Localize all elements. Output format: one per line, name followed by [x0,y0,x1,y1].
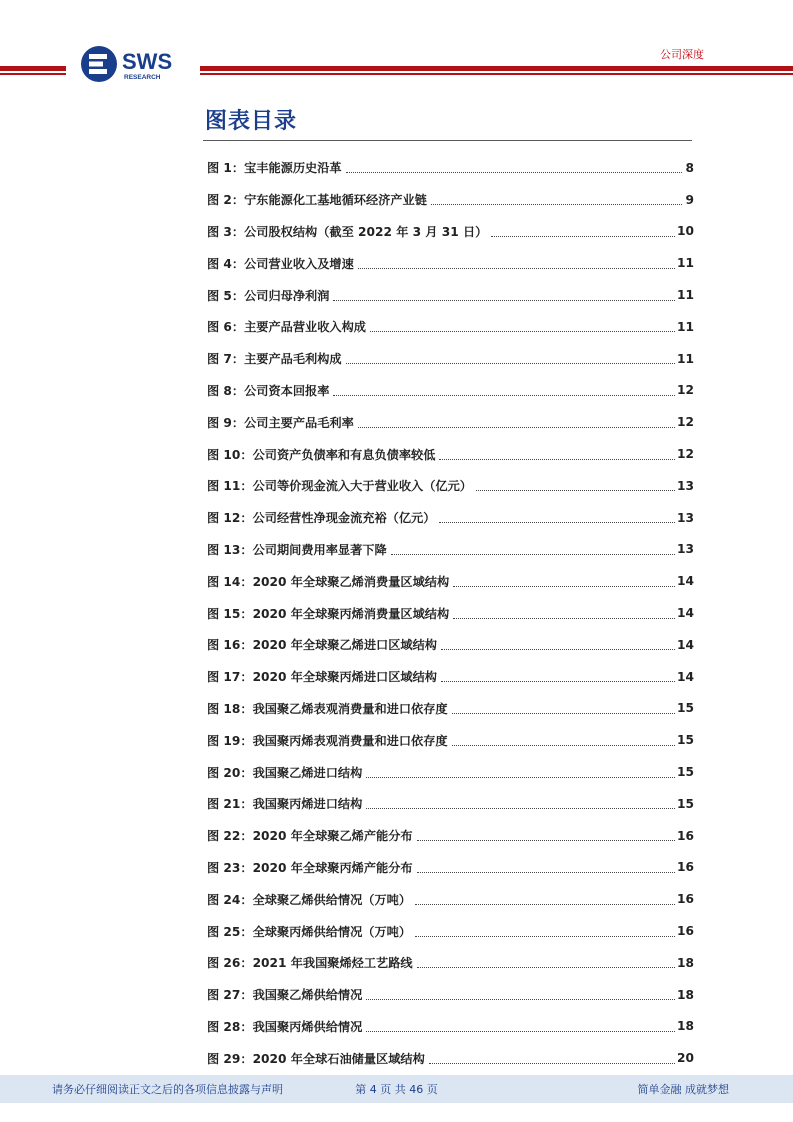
toc-item-label: 图 26：2021 年我国聚烯烃工艺路线 [207,956,413,971]
toc-item-page: 11 [677,256,694,271]
toc-item-label: 图 19：我国聚丙烯表观消费量和进口依存度 [207,733,448,748]
toc-leader-dots [439,447,675,460]
toc-leader-dots [439,510,675,523]
toc-item-label: 图 20：我国聚乙烯进口结构 [207,765,363,780]
toc-item-label: 图 3：公司股权结构（截至 2022 年 3 月 31 日） [207,224,488,239]
toc-item[interactable] [207,375,694,407]
toc-item[interactable] [207,152,694,184]
toc-item-label: 图 17：2020 年全球聚丙烯进口区域结构 [207,670,437,685]
toc-item[interactable] [207,247,694,279]
toc-item-page: 9 [685,192,694,207]
toc-item-label: 图 1：宝丰能源历史沿革 [207,161,342,176]
toc-item-page: 8 [685,160,694,175]
toc-item[interactable] [207,565,694,597]
toc-item[interactable] [207,820,694,852]
toc-leader-dots [417,828,675,841]
toc-leader-dots [333,288,675,301]
toc-leader-dots [453,606,675,619]
header-rule-left [0,66,66,76]
toc-item-page: 12 [677,447,694,462]
toc-leader-dots [370,319,675,332]
toc-item[interactable] [207,438,694,470]
toc-item[interactable] [207,279,694,311]
toc-leader-dots [452,701,675,714]
toc-item-page: 11 [677,319,694,334]
toc-item[interactable] [207,534,694,566]
toc-item-page: 18 [677,987,694,1002]
toc-item-label: 图 9：公司主要产品毛利率 [207,415,354,430]
toc-leader-dots [366,796,675,809]
toc-leader-dots [417,860,675,873]
toc-item-label: 图 2：宁东能源化工基地循环经济产业链 [207,193,427,208]
toc-item-page: 15 [677,701,694,716]
toc-item[interactable] [207,629,694,661]
toc-item-label: 图 23：2020 年全球聚丙烯产能分布 [207,860,413,875]
toc-item-page: 16 [677,924,694,939]
toc-leader-dots [429,1051,675,1064]
toc-item-page: 14 [677,669,694,684]
toc-item[interactable] [207,343,694,375]
toc-item-page: 16 [677,892,694,907]
toc-leader-dots [441,669,675,682]
toc-leader-dots [391,542,675,555]
title-divider [203,140,692,141]
toc-item-page: 16 [677,860,694,875]
sws-logo [80,44,190,84]
toc-list [207,152,694,1074]
footer-slogan: 简单金融 成就梦想 [637,1083,729,1096]
toc-item-label: 图 13：公司期间费用率显著下降 [207,542,387,557]
toc-item-label: 图 8：公司资本回报率 [207,383,330,398]
toc-item-label: 图 15：2020 年全球聚丙烯消费量区域结构 [207,606,450,621]
toc-item-label: 图 16：2020 年全球聚乙烯进口区域结构 [207,638,437,653]
toc-item-page: 15 [677,796,694,811]
toc-item-page: 15 [677,765,694,780]
toc-item-label: 图 4：公司营业收入及增速 [207,256,354,271]
toc-leader-dots [415,892,675,905]
toc-item-label: 图 7：主要产品毛利构成 [207,352,342,367]
toc-item-page: 12 [677,415,694,430]
toc-item-label: 图 28：我国聚丙烯供给情况 [207,1019,363,1034]
toc-item[interactable] [207,724,694,756]
toc-item-page: 13 [677,510,694,525]
toc-item-label: 图 11：公司等价现金流入大于营业收入（亿元） [207,479,472,494]
toc-item-label: 图 29：2020 年全球石油储量区域结构 [207,1051,425,1066]
toc-item[interactable] [207,470,694,502]
toc-leader-dots [431,192,682,205]
header-rule-right [200,66,793,76]
toc-leader-dots [453,574,675,587]
toc-leader-dots [366,987,675,1000]
toc-item-page: 14 [677,574,694,589]
toc-item-page: 15 [677,733,694,748]
toc-leader-dots [417,955,675,968]
toc-item-page: 18 [677,955,694,970]
toc-item[interactable] [207,216,694,248]
toc-item-label: 图 22：2020 年全球聚乙烯产能分布 [207,829,413,844]
toc-leader-dots [346,160,682,173]
toc-item-label: 图 18：我国聚乙烯表观消费量和进口依存度 [207,701,448,716]
toc-item[interactable] [207,693,694,725]
toc-item-page: 13 [677,542,694,557]
toc-item[interactable] [207,788,694,820]
toc-item-label: 图 10：公司资产负债率和有息负债率较低 [207,447,436,462]
toc-item-page: 20 [677,1051,694,1066]
toc-item[interactable] [207,852,694,884]
toc-item-page: 10 [677,224,694,239]
toc-item-page: 13 [677,478,694,493]
report-type-label: 公司深度 [660,48,704,61]
toc-item[interactable] [207,661,694,693]
toc-item-page: 16 [677,828,694,843]
brand-name: SWS [122,49,173,74]
toc-item-label: 图 25：全球聚丙烯供给情况（万吨） [207,924,412,939]
toc-item[interactable] [207,1011,694,1043]
toc-item-page: 14 [677,637,694,652]
toc-leader-dots [476,478,675,491]
toc-item-page: 11 [677,288,694,303]
toc-leader-dots [415,924,675,937]
toc-item-page: 14 [677,606,694,621]
toc-item[interactable] [207,1042,694,1074]
footer-page-info: 第 4 页 共 46 页 [355,1083,438,1096]
toc-leader-dots [452,733,675,746]
toc-leader-dots [441,637,675,650]
toc-item[interactable] [207,184,694,216]
toc-item-label: 图 27：我国聚乙烯供给情况 [207,988,363,1003]
toc-title: 图表目录 [205,109,298,134]
toc-item[interactable] [207,979,694,1011]
toc-leader-dots [366,1019,675,1032]
toc-item-page: 12 [677,383,694,398]
toc-item[interactable] [207,406,694,438]
toc-item[interactable] [207,947,694,979]
toc-leader-dots [358,256,675,269]
toc-leader-dots [366,765,675,778]
toc-leader-dots [346,351,675,364]
toc-leader-dots [491,224,675,237]
toc-item-page: 11 [677,351,694,366]
toc-item[interactable] [207,597,694,629]
toc-item-page: 18 [677,1019,694,1034]
footer-disclaimer: 请务必仔细阅读正文之后的各项信息披露与声明 [52,1083,283,1096]
toc-item[interactable] [207,883,694,915]
toc-item-label: 图 24：全球聚乙烯供给情况（万吨） [207,892,412,907]
toc-item-label: 图 5：公司归母净利润 [207,288,330,303]
toc-leader-dots [358,415,675,428]
toc-item-label: 图 21：我国聚丙烯进口结构 [207,797,363,812]
toc-item[interactable] [207,311,694,343]
toc-item[interactable] [207,756,694,788]
toc-item-label: 图 14：2020 年全球聚乙烯消费量区域结构 [207,574,450,589]
brand-sub: RESEARCH [124,74,161,81]
toc-leader-dots [333,383,675,396]
toc-item[interactable] [207,502,694,534]
footer-bar [0,1075,793,1103]
toc-item-label: 图 6：主要产品营业收入构成 [207,320,366,335]
toc-item[interactable] [207,915,694,947]
toc-item-label: 图 12：公司经营性净现金流充裕（亿元） [207,511,436,526]
